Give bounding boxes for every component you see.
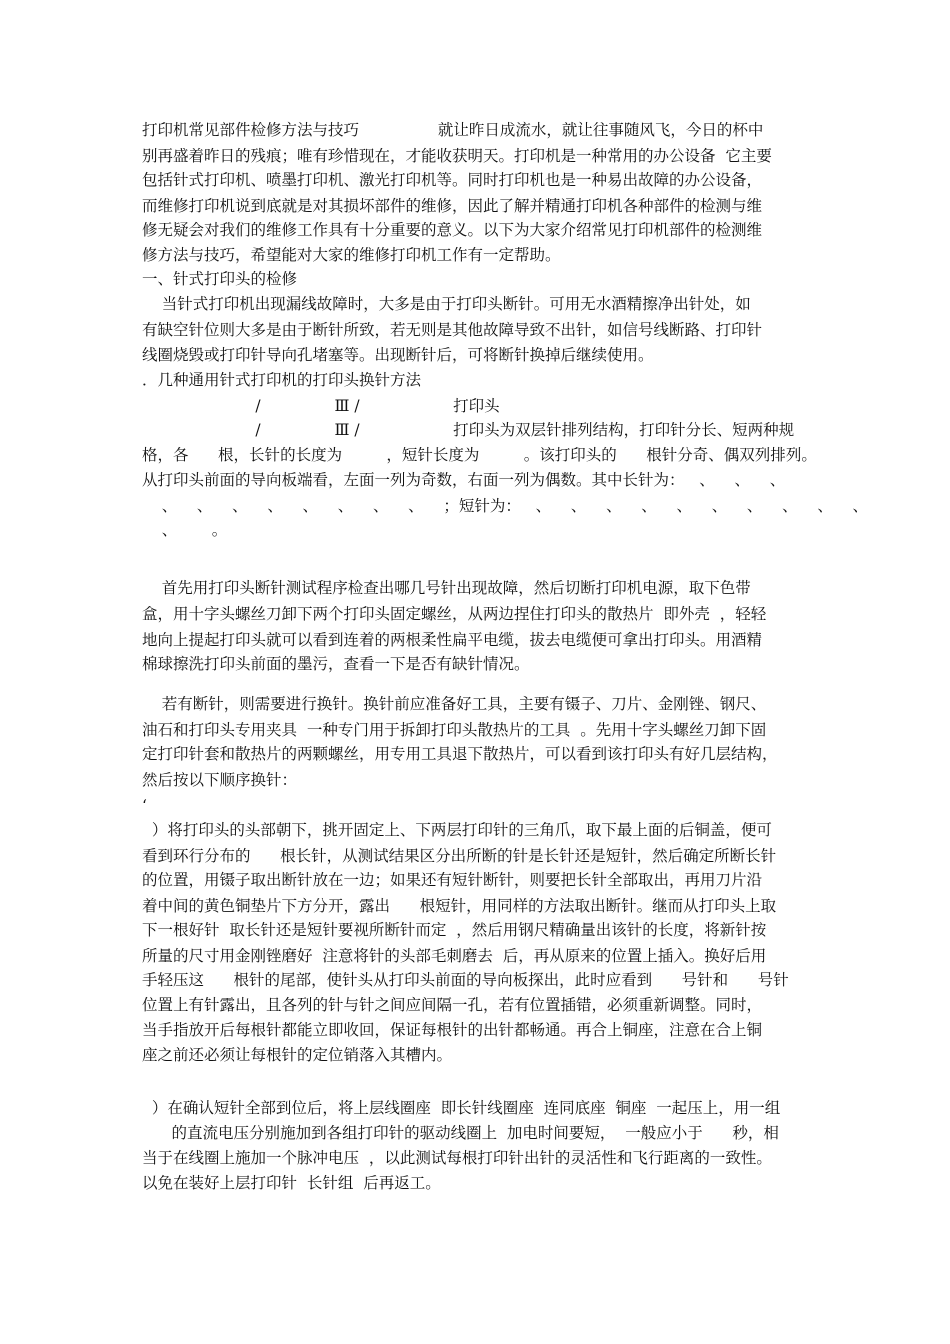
text-line: 别再盛着昨日的残痕；唯有珍惜现在，才能收获明天。打印机是一种常用的办公设备 它主要 <box>142 147 772 165</box>
text-line: 当手指放开后每根针都能立即收回，保证每根针的出针都畅通。再合上铜座，注意在合上铜 <box>142 1021 763 1039</box>
text-line: 的位置，用镊子取出断针放在一边；如果还有短针断针，则要把长针全部取出，再用刀片沿 <box>142 871 763 889</box>
blank-line <box>142 1073 812 1093</box>
text-line: 座之前还必须让每根针的定位销落入其槽内。 <box>142 1046 453 1064</box>
text-line: 着中间的黄色铜垫片下方分开，露出 根短针，用同样的方法取出断针。继而从打印头上取 <box>142 897 777 915</box>
text-line: 以免在装好上层打印针 长针组 后再返工。 <box>142 1174 441 1192</box>
text-line: 修无疑会对我们的维修工作具有十分重要的意义。以下为大家介绍常见打印机部件的检测维 <box>142 221 763 239</box>
text-line: 地向上提起打印头就可以看到连着的两根柔性扁平电缆，拔去电缆便可拿出打印头。用酒精 <box>142 631 763 649</box>
text-line: 油石和打印头专用夹具 一种专门用于拆卸打印头散热片的工具 。先用十字头螺丝刀卸下固 <box>142 721 767 739</box>
text-line: 、 、 、 、 、 、 、 、 ；短针为： 、 、 、 、 、 、 、 、 、 、 <box>142 497 869 515</box>
text-line: 下一根好针 取长针还是短针要视所断针而定 ，然后用钢尺精确量出该针的长度，将新针按 <box>142 921 767 939</box>
text-line: 当针式打印机出现漏线故障时，大多是由于打印头断针。可用无水酒精擦净出针处，如 <box>142 295 751 313</box>
text-line: 手轻压这 根针的尾部，使针头从打印头前面的导向板探出，此时应看到 号针和 号针 <box>142 971 789 989</box>
text-line: 定打印针套和散热片的两颗螺丝，用专用工具退下散热片，可以看到该打印头有好几层结构， <box>142 745 778 763</box>
text-line: 的直流电压分别施加到各组打印针的驱动线圈上 加电时间要短， 一般应小于 秒，相 <box>142 1124 779 1142</box>
text-line: ‘ <box>142 797 147 815</box>
blank-line <box>142 676 812 696</box>
text-line: ．几种通用针式打印机的打印头换针方法 <box>142 371 422 389</box>
text-line: 打印机常见部件检修方法与技巧 就让昨日成流水，就让往事随风飞，今日的杯中 <box>142 121 764 139</box>
text-line: 若有断针，则需要进行换针。换针前应准备好工具，主要有镊子、刀片、金刚锉、钢尺、 <box>142 695 767 713</box>
text-line: 棉球擦洗打印头前面的墨污，查看一下是否有缺针情况。 <box>142 655 530 673</box>
text-line: 所量的尺寸用金刚锉磨好 注意将针的头部毛刺磨去 后，再从原来的位置上插入。换好后用 <box>142 947 767 965</box>
text-line: 从打印头前面的导向板端看，左面一列为奇数，右面一列为偶数。其中长针为： 、 、 、 <box>142 471 786 489</box>
text-line: 看到环行分布的 根长针，从测试结果区分出所断的针是长针还是短针，然后确定所断长针 <box>142 847 777 865</box>
text-line: 线圈烧毁或打印针导向孔堵塞等。出现断针后，可将断针换掉后继续使用。 <box>142 346 654 364</box>
text-line: 而维修打印机说到底就是对其损坏部件的维修，因此了解并精通打印机各种部件的检测与维 <box>142 197 763 215</box>
text-line: 包括针式打印机、喷墨打印机、激光打印机等。同时打印机也是一种易出故障的办公设备， <box>142 171 763 189</box>
text-line: 格，各 根，长针的长度为 ，短针长度为 。该打印头的 根针分奇、偶双列排列。 <box>142 446 817 464</box>
blank-line <box>142 548 812 568</box>
text-line: 一、针式打印头的检修 <box>142 270 298 288</box>
text-line: 有缺空针位则大多是由于断针所致，若无则是其他故障导致不出针，如信号线断路、打印针 <box>142 321 763 339</box>
text-line: ）在确认短针全部到位后，将上层线圈座 即长针线圈座 连同底座 铜座 一起压上，用一组 <box>142 1099 781 1117</box>
text-line: 首先用打印头断针测试程序检查出哪几号针出现故障，然后切断打印机电源，取下色带 <box>142 579 751 597</box>
text-line: 然后按以下顺序换针： <box>142 771 298 789</box>
text-line: ）将打印头的头部朝下，挑开固定上、下两层打印针的三角爪，取下最上面的后铜盖，便可 <box>142 821 772 839</box>
text-line: 、 。 <box>142 521 228 539</box>
text-line: 修方法与技巧，希望能对大家的维修打印机工作有一定帮助。 <box>142 246 561 264</box>
text-line: 位置上有针露出，且各列的针与针之间应间隔一孔，若有位置插错，必须重新调整。同时， <box>142 996 763 1014</box>
text-line: 盒，用十字头螺丝刀卸下两个打印头固定螺丝，从两边捏住打印头的散热片 即外壳 ，轻轻 <box>142 605 767 623</box>
text-line: / Ⅲ / 打印头 <box>142 397 500 415</box>
text-line: / Ⅲ / 打印头为双层针排列结构，打印针分长、短两种规 <box>142 421 795 439</box>
text-line: 当于在线圈上施加一个脉冲电压 ，以此测试每根打印针出针的灵活性和飞行距离的一致性。 <box>142 1149 772 1167</box>
